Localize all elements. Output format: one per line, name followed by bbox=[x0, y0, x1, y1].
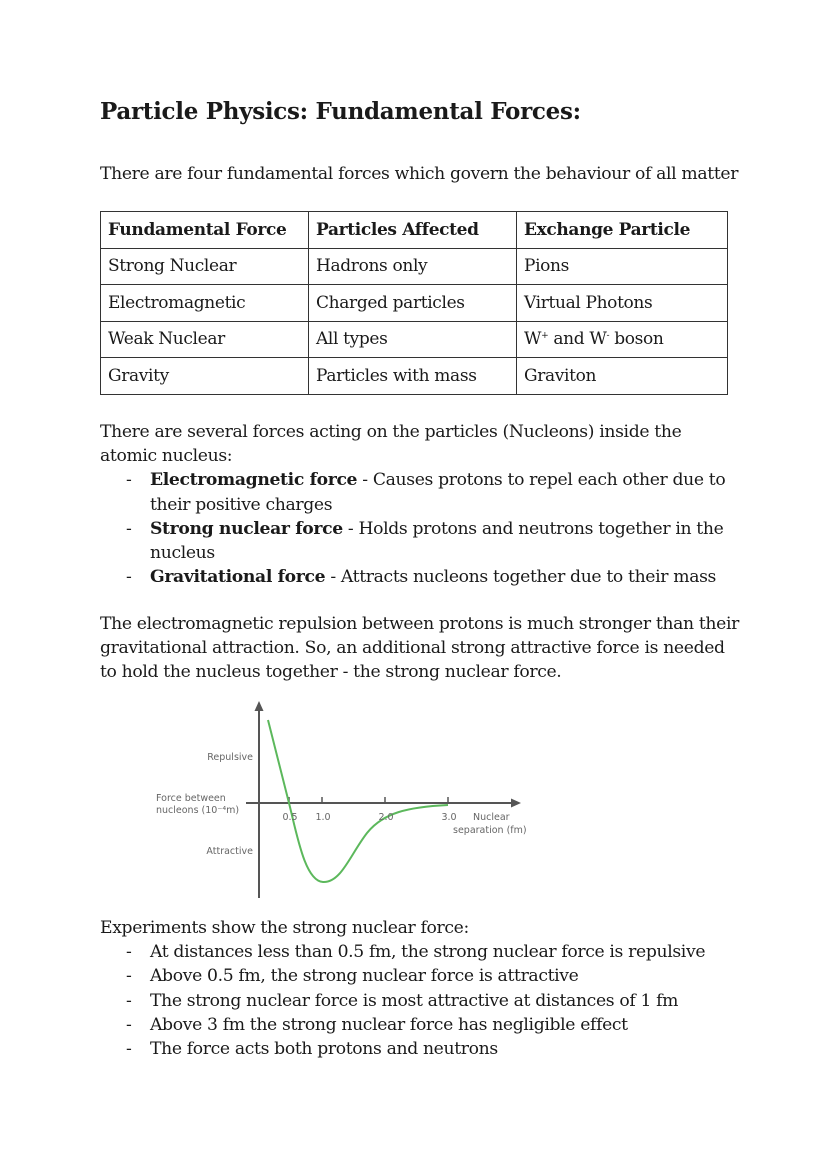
cell-particles: Particles with mass bbox=[309, 358, 517, 395]
minus-superscript: - bbox=[606, 331, 610, 342]
cell-force: Weak Nuclear bbox=[101, 321, 309, 358]
table-row bbox=[101, 285, 728, 322]
cell-exchange: Graviton bbox=[517, 358, 728, 395]
description: - Holds protons and neutrons together in the nucleus bbox=[150, 518, 724, 564]
list-item: - The force acts both protons and neutrons bbox=[100, 1037, 740, 1061]
cell-particles: Charged particles bbox=[309, 285, 517, 322]
list-item bbox=[100, 517, 740, 565]
page-title: Particle Physics: Fundamental Forces: bbox=[100, 98, 581, 125]
x-axis-label-line1: Nuclear bbox=[473, 812, 510, 823]
cell-exchange: Virtual Photons bbox=[517, 285, 728, 322]
list-item bbox=[100, 468, 740, 516]
table-header-row bbox=[101, 212, 728, 249]
list-item: - The strong nuclear force is most attractive at distances of 1 fm bbox=[100, 989, 740, 1013]
x-axis-arrow-icon bbox=[511, 799, 521, 808]
header-fundamental-force: Fundamental Force bbox=[101, 212, 309, 249]
tick-label-1-0: 1.0 bbox=[315, 812, 331, 823]
repulsion-paragraph: The electromagnetic repulsion between protons is much stronger than their gravitational attraction. So, an additional strong attractive force is needed to hold the nucleus together - the strong nuclear force. bbox=[100, 614, 739, 683]
list-item: - Above 0.5 fm, the strong nuclear force is attractive bbox=[100, 964, 740, 988]
y-label-attractive: Attractive bbox=[206, 846, 253, 857]
nucleus-forces-list bbox=[100, 468, 740, 589]
y-axis-arrow-icon bbox=[255, 701, 264, 711]
term: Strong nuclear force bbox=[150, 518, 343, 539]
cell-particles: All types bbox=[309, 321, 517, 358]
header-particles-affected: Particles Affected bbox=[309, 212, 517, 249]
cell-force: Gravity bbox=[101, 358, 309, 395]
list-item bbox=[100, 565, 740, 589]
y-label-repulsive: Repulsive bbox=[207, 752, 253, 763]
intro-text: There are four fundamental forces which govern the behaviour of all matter bbox=[100, 164, 739, 184]
description: - Attracts nucleons together due to their mass bbox=[325, 567, 717, 588]
fundamental-forces-table bbox=[100, 211, 728, 395]
header-exchange-particle: Exchange Particle bbox=[517, 212, 728, 249]
cell-exchange: Pions bbox=[517, 248, 728, 285]
table-row bbox=[101, 358, 728, 395]
cell-particles: Hadrons only bbox=[309, 248, 517, 285]
cell-force: Electromagnetic bbox=[101, 285, 309, 322]
y-axis-label-line2: nucleons (10⁻⁴m) bbox=[156, 805, 240, 816]
x-axis-label-line2: separation (fm) bbox=[453, 825, 527, 836]
table-row bbox=[101, 321, 728, 358]
experiments-list bbox=[100, 940, 740, 1061]
nucleus-forces-lead: There are several forces acting on the particles (Nucleons) inside the atomic nucleus: bbox=[100, 422, 682, 467]
list-item: - Above 3 fm the strong nuclear force has negligible effect bbox=[100, 1013, 740, 1037]
cell-exchange bbox=[517, 321, 728, 358]
experiments-lead: Experiments show the strong nuclear force: bbox=[100, 918, 469, 938]
experiments-section bbox=[100, 916, 740, 1061]
boson-text: boson bbox=[609, 329, 664, 350]
y-axis-label-line1: Force between bbox=[156, 793, 226, 804]
tick-label-2-0: 2.0 bbox=[378, 812, 394, 823]
w-boson-symbol: W bbox=[589, 329, 607, 350]
tick-label-3-0: 3.0 bbox=[441, 812, 457, 823]
term: Electromagnetic force bbox=[150, 470, 358, 491]
cell-force: Strong Nuclear bbox=[101, 248, 309, 285]
and-text: and bbox=[548, 329, 590, 350]
plus-superscript: + bbox=[541, 331, 549, 342]
force-curve bbox=[268, 720, 448, 882]
term: Gravitational force bbox=[150, 567, 326, 588]
strong-force-graph bbox=[145, 695, 545, 905]
repulsion-section bbox=[100, 612, 740, 685]
table-row bbox=[101, 248, 728, 285]
description: - Causes protons to repel each other due to their positive charges bbox=[150, 470, 726, 515]
tick-label-0-5: 0.5 bbox=[282, 812, 298, 823]
nucleus-forces-section bbox=[100, 420, 740, 589]
list-item: - At distances less than 0.5 fm, the strong nuclear force is repulsive bbox=[100, 940, 740, 964]
w-boson-symbol: W bbox=[524, 329, 542, 350]
